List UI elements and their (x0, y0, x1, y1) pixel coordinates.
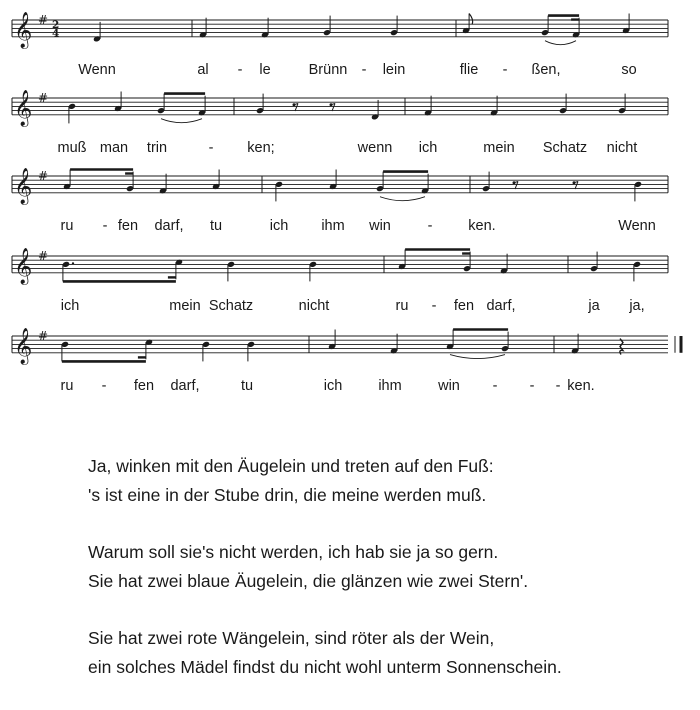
lyric-syllable: so (621, 61, 637, 78)
verse-line: 's ist eine in der Stube drin, die meine werden muß. (88, 485, 487, 505)
lyric-syllable: darf, (154, 217, 184, 234)
lyric-syllable: Brünn (308, 61, 348, 78)
lyric-syllable: tu (209, 217, 223, 234)
lyric-syllable: - (492, 377, 498, 394)
lyric-syllable: man (99, 139, 129, 156)
time-signature-bottom: 4 (52, 27, 60, 40)
lyric-syllable: darf, (170, 377, 200, 394)
lyric-syllable: - (555, 377, 561, 394)
dot (72, 262, 74, 264)
verse-line: Sie hat zwei blaue Äugelein, die glänzen wie zwei Stern'. (88, 571, 529, 591)
stanza-1 (88, 452, 688, 510)
stanza-2 (88, 538, 688, 596)
treble-clef-icon: 𝄞 (14, 167, 33, 204)
staff-system (12, 328, 681, 394)
lyric-syllable: ken. (468, 217, 496, 234)
verse-line: Ja, winken mit den Äugelein und treten auf den Fuß: (88, 456, 494, 476)
lyric-syllable: - (208, 139, 214, 156)
lyric-syllable: Schatz (542, 139, 588, 156)
staff-system (12, 90, 668, 156)
lyric-syllable: flie (459, 61, 479, 78)
lyric-syllable: lein (382, 61, 406, 78)
lyric-syllable: Wenn (618, 217, 656, 234)
key-signature-sharp-icon: # (38, 249, 49, 263)
lyric-syllable: mein (483, 139, 515, 156)
lyric-syllable: wenn (357, 139, 393, 156)
slur (545, 41, 576, 45)
lyric-syllable: trin (146, 139, 168, 156)
lyric-syllable: win (438, 377, 460, 394)
treble-clef-icon: 𝄞 (14, 11, 33, 48)
lyric-syllable: ihm (321, 217, 345, 234)
lyric-syllable: - (431, 297, 437, 314)
lyric-syllable: ihm (378, 377, 402, 394)
lyric-syllable: ru (395, 297, 409, 314)
lyric-syllable: le (259, 61, 271, 78)
key-signature-sharp-icon: # (38, 329, 49, 343)
lyric-syllable: - (237, 61, 243, 78)
lyric-syllable: - (502, 61, 508, 78)
quarter-rest (620, 339, 623, 355)
lyric-syllable: win (369, 217, 391, 234)
key-signature-sharp-icon: # (38, 169, 49, 183)
lyric-syllable: ru (60, 377, 74, 394)
lyric-syllable: fen (453, 297, 475, 314)
lyric-syllable: ken; (247, 139, 275, 156)
verse-line: Sie hat zwei rote Wängelein, sind röter als der Wein, (88, 628, 495, 648)
slur (450, 355, 505, 359)
lyric-syllable: ken. (567, 377, 595, 394)
verses (88, 452, 688, 710)
slur (161, 119, 202, 123)
lyric-syllable: fen (117, 217, 139, 234)
lyric-syllable: mein (169, 297, 201, 314)
lyric-syllable: - (361, 61, 367, 78)
lyric-syllable: tu (240, 377, 254, 394)
treble-clef-icon: 𝄞 (14, 247, 33, 284)
verse-line: Warum soll sie's nicht werden, ich hab sie ja so gern. (88, 542, 499, 562)
lyric-syllable: - (427, 217, 433, 234)
key-signature-sharp-icon: # (38, 13, 49, 27)
time-signature-top: 2 (52, 19, 60, 31)
lyric-syllable: ich (269, 217, 289, 234)
lyric-syllable: - (529, 377, 535, 394)
lyric-syllable: muß (57, 139, 87, 156)
lyric-syllable: nicht (606, 139, 638, 156)
staff-system (12, 168, 668, 234)
staff-system (12, 12, 668, 78)
lyric-syllable: Schatz (208, 297, 254, 314)
staff-system (12, 248, 668, 314)
slur (380, 197, 425, 201)
lyric-syllable: ich (60, 297, 80, 314)
lyric-syllable: darf, (486, 297, 516, 314)
treble-clef-icon: 𝄞 (14, 327, 33, 364)
lyric-syllable: al (197, 61, 209, 78)
lyric-syllable: Wenn (78, 61, 116, 78)
lyric-syllable: - (101, 377, 107, 394)
lyric-syllable: ßen, (531, 61, 561, 78)
stanza-3 (88, 624, 688, 682)
lyric-syllable: - (102, 217, 108, 234)
verse-line: ein solches Mädel findst du nicht wohl unterm Sonnenschein. (88, 657, 562, 677)
lyric-syllable: ja (588, 297, 600, 314)
treble-clef-icon: 𝄞 (14, 89, 33, 126)
key-signature-sharp-icon: # (38, 91, 49, 105)
lyric-syllable: fen (133, 377, 155, 394)
lyric-syllable: ru (60, 217, 74, 234)
lyric-syllable: nicht (298, 297, 330, 314)
lyric-syllable: ja, (629, 297, 645, 314)
note-flag (469, 14, 473, 25)
lyric-syllable: ich (323, 377, 343, 394)
lyric-syllable: ich (418, 139, 438, 156)
